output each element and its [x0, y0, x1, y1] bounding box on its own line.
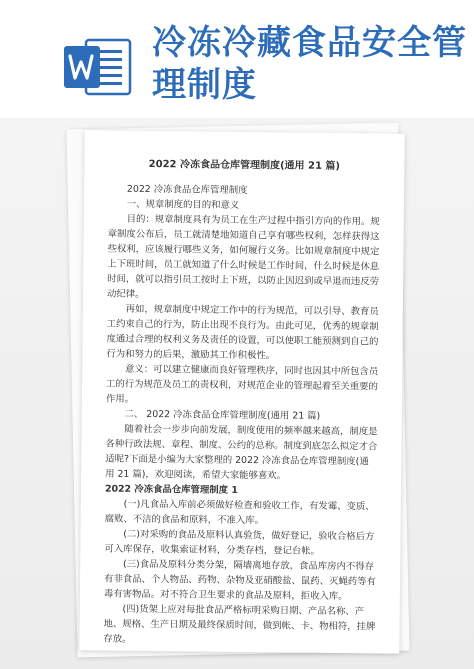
- document-paragraph: (三)食品及原料分类分架，隔墙离地存放，食品库房内不得存有非食品、个人物品、药物、杂物及亚硝酸盐、鼠药、灭蝇药等有毒有害物品。对不符合卫生要求的食品及原料，拒收入库。: [103, 558, 376, 603]
- document-page: [79, 130, 404, 653]
- document-paragraph: 目的：规章制度具有为员工在生产过程中指引方向的作用。规章制度公布后，员工就清楚地知道自己享有哪些权利，怎样获得这些权利，应该履行哪些义务，如何履行义务。比如规章制度中规定上下班时间，员工就知道了什么时候是工作时间，什么时候是休息时间，就可以指引员工按时上下班，以防止因迟到或早退而违反劳动纪律。: [106, 213, 380, 300]
- document-paragraph: 再如，规章制度中规定工作中的行为规范，可以引导、教育员工约束自己的行为，防止出现不良行为。由此可见，优秀的规章制度通过合理的权利义务及责任的设置，可以使职工能预测到自己的行为和努力的后果，激励其工作积极性。: [106, 303, 379, 362]
- document-title: 2022 冷冻食品仓库管理制度(通用 21 篇): [148, 159, 341, 173]
- word-document-icon: [62, 36, 132, 98]
- document-paragraph: 随着社会一步步向前发展，制度使用的频率越来越高，制度是各种行政法规、章程、制度、公约的总称。制度到底怎么拟定才合适呢?下面是小编为大家整理的 2022 冷冻食品仓库管理制度(通用 21 篇)，欢迎阅读，希望大家能够喜欢。: [105, 423, 378, 482]
- document-paragraph: 二、 2022 冷冻食品仓库管理制度(通用 21 篇): [124, 408, 321, 422]
- hero-title: 冷冻冷藏食品安全管理制度: [152, 23, 467, 105]
- document-paragraph: 一、规章制度的目的和意义: [126, 198, 240, 211]
- document-paragraph: 2022 冷冻食品仓库管理制度: [126, 183, 248, 197]
- document-paragraph: (四)货架上应对每批食品严格标明采购日期、产品名称、产地、规格、生产日期及最终保质时间，做到帐、卡、物相符，挂牌存放。: [103, 603, 376, 645]
- document-paragraph: (二)对采购的食品及原料认真验货，做好登记，验收合格后方可入库保存，收集索证材料，分类存档，登记台帐。: [104, 528, 375, 557]
- document-paragraph: (一)凡食品入库前必须做好检查和验收工作，有发霉、变质、腐败、不洁的食品和原料，不准入库。: [104, 498, 375, 527]
- document-body: [103, 182, 380, 650]
- document-paragraph: 2022 冷冻食品仓库管理制度 1: [104, 483, 238, 496]
- hero-banner: [0, 0, 474, 128]
- document-paragraph: 意义：可以建立健康而良好管理秩序，同时也因其中所包含员工的行为规范及员工的责权利，对规范企业的管理起着至关重要的作用。: [105, 363, 379, 405]
